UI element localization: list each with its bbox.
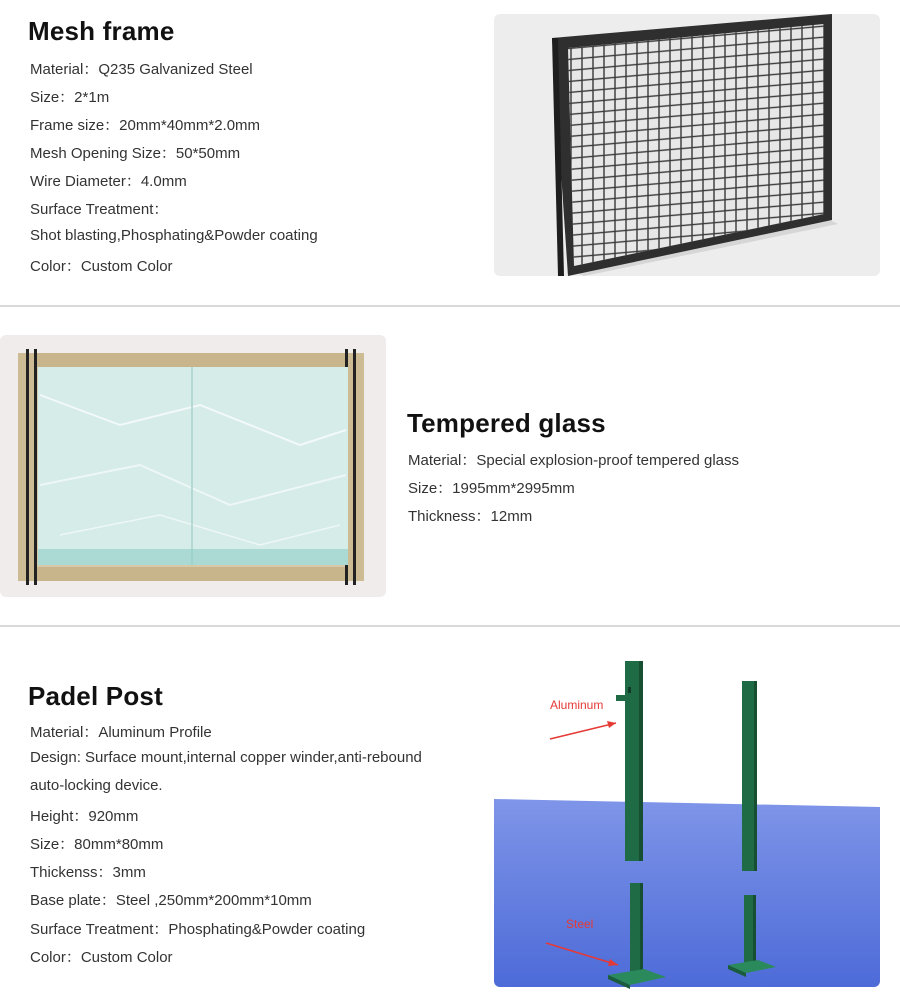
mesh-frame-spec-surface: Surface Treatment： — [30, 201, 169, 218]
mesh-frame-spec-surface-detail: Shot blasting,Phosphating&Powder coating — [30, 227, 318, 244]
padel-post-spec-base-plate: Base plate：Steel ,250mm*200mm*10mm — [30, 892, 312, 909]
mesh-frame-title: Mesh frame — [28, 16, 175, 46]
mesh-frame-spec-wire: Wire Diameter：4.0mm — [30, 173, 187, 190]
padel-post-section — [0, 627, 900, 1000]
aluminum-callout-label: Aluminum — [550, 698, 604, 712]
padel-post-spec-size: Size：80mm*80mm — [30, 836, 164, 853]
padel-post-image — [494, 655, 880, 995]
padel-post-spec-height: Height：920mm — [30, 808, 139, 825]
mesh-frame-image — [494, 14, 880, 276]
tempered-glass-image — [0, 335, 386, 597]
padel-post-spec-material: Material：Aluminum Profile — [30, 724, 212, 741]
steel-callout-label: Steel — [566, 917, 594, 931]
tempered-glass-spec-size: Size：1995mm*2995mm — [408, 480, 575, 497]
tempered-glass-spec-material: Material：Special explosion-proof tempered glass — [408, 452, 739, 469]
padel-post-spec-thickness: Thickenss：3mm — [30, 864, 146, 881]
padel-post-spec-surface: Surface Treatment：Phosphating&Powder coating — [30, 921, 366, 938]
padel-post-spec-color: Color：Custom Color — [30, 949, 173, 966]
mesh-frame-section — [0, 0, 900, 306]
mesh-frame-spec-frame-size: Frame size：20mm*40mm*2.0mm — [30, 117, 261, 134]
tempered-glass-spec-thickness: Thickness：12mm — [408, 508, 533, 525]
mesh-frame-spec-opening: Mesh Opening Size：50*50mm — [30, 145, 241, 162]
mesh-frame-spec-color: Color：Custom Color — [30, 258, 173, 275]
mesh-frame-spec-material: Material：Q235 Galvanized Steel — [30, 61, 253, 78]
tempered-glass-title: Tempered glass — [407, 408, 606, 438]
padel-post-spec-design: Design: Surface mount,internal copper winder,anti-rebound — [30, 749, 422, 766]
padel-post-spec-design-cont: auto-locking device. — [30, 777, 163, 794]
padel-post-title: Padel Post — [28, 681, 163, 711]
tempered-glass-section — [0, 307, 900, 626]
mesh-frame-spec-size: Size：2*1m — [30, 89, 110, 106]
